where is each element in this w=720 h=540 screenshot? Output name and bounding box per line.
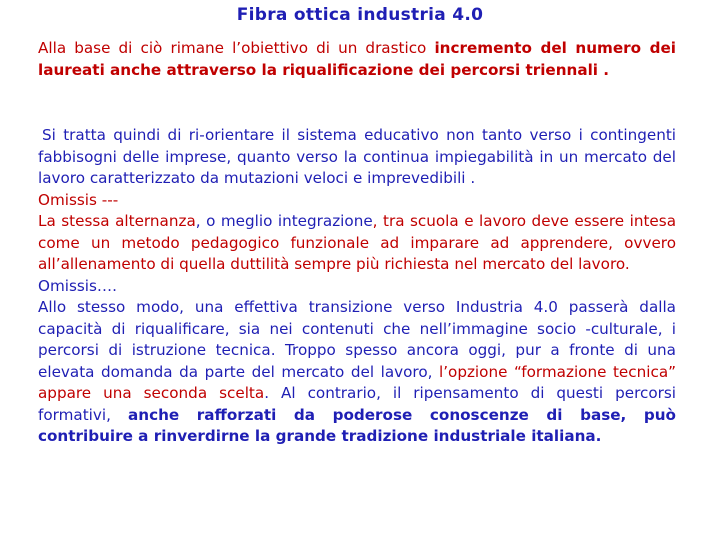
paragraph-2 [38,211,676,276]
paragraph-1: Si tratta quindi di ri-orientare il sistema educativo non tanto verso i contingenti fabbisogni delle imprese, quanto verso la continua impiegabilità in un mercato del lavoro caratterizzato da mutazioni veloci e imprevedibili . [38,126,676,187]
intro-paragraph [38,38,676,81]
paragraph-2-red-1: La stessa alternanza [38,212,196,230]
paragraph-3-bold: anche rafforzati da poderose conoscenze di base, può contribuire a rinverdirne la grande tradizione industriale italiana. [38,405,676,445]
paragraph-3-red-1: l’opzione “formazione tecnica” appare una seconda scelta [38,362,677,402]
paragraph-3 [38,297,676,448]
page-title: Fibra ottica industria 4.0 [236,5,484,25]
paragraph-3-blue-1: Allo stesso modo, una effettiva transizione verso Industria 4.0 passerà dalla capacità di riqualificare, sia nei contenuti che nell’immagine socio -culturale, i percorsi di istruzione tecnica. Troppo spesso ancora oggi, pur a fronte di una elevata domanda da parte del mercato del lavoro, [38,298,676,381]
paragraph-3-blue-2: . Al contrario, il ripensamento di questi percorsi formativi, [38,384,676,424]
paragraph-2-red-2: , tra scuola e lavoro deve essere intesa come un metodo pedagogico funzionale ad imparare ad apprendere, ovvero all’allenamento di quella duttilità sempre più richiesta nel mercato del lavoro. [38,212,676,273]
omissis-2: Omissis…. [38,276,117,295]
main-text [38,125,676,448]
paragraph-2-blue-1: , o meglio integrazione [195,212,373,230]
omissis-1: Omissis --- [38,190,119,209]
intro-text: Alla base di ciò rimane l’obiettivo di un drastico [38,39,435,57]
intro-bold-text: incremento del numero dei laureati anche attraverso la riqualificazione dei percorsi triennali . [38,39,676,79]
